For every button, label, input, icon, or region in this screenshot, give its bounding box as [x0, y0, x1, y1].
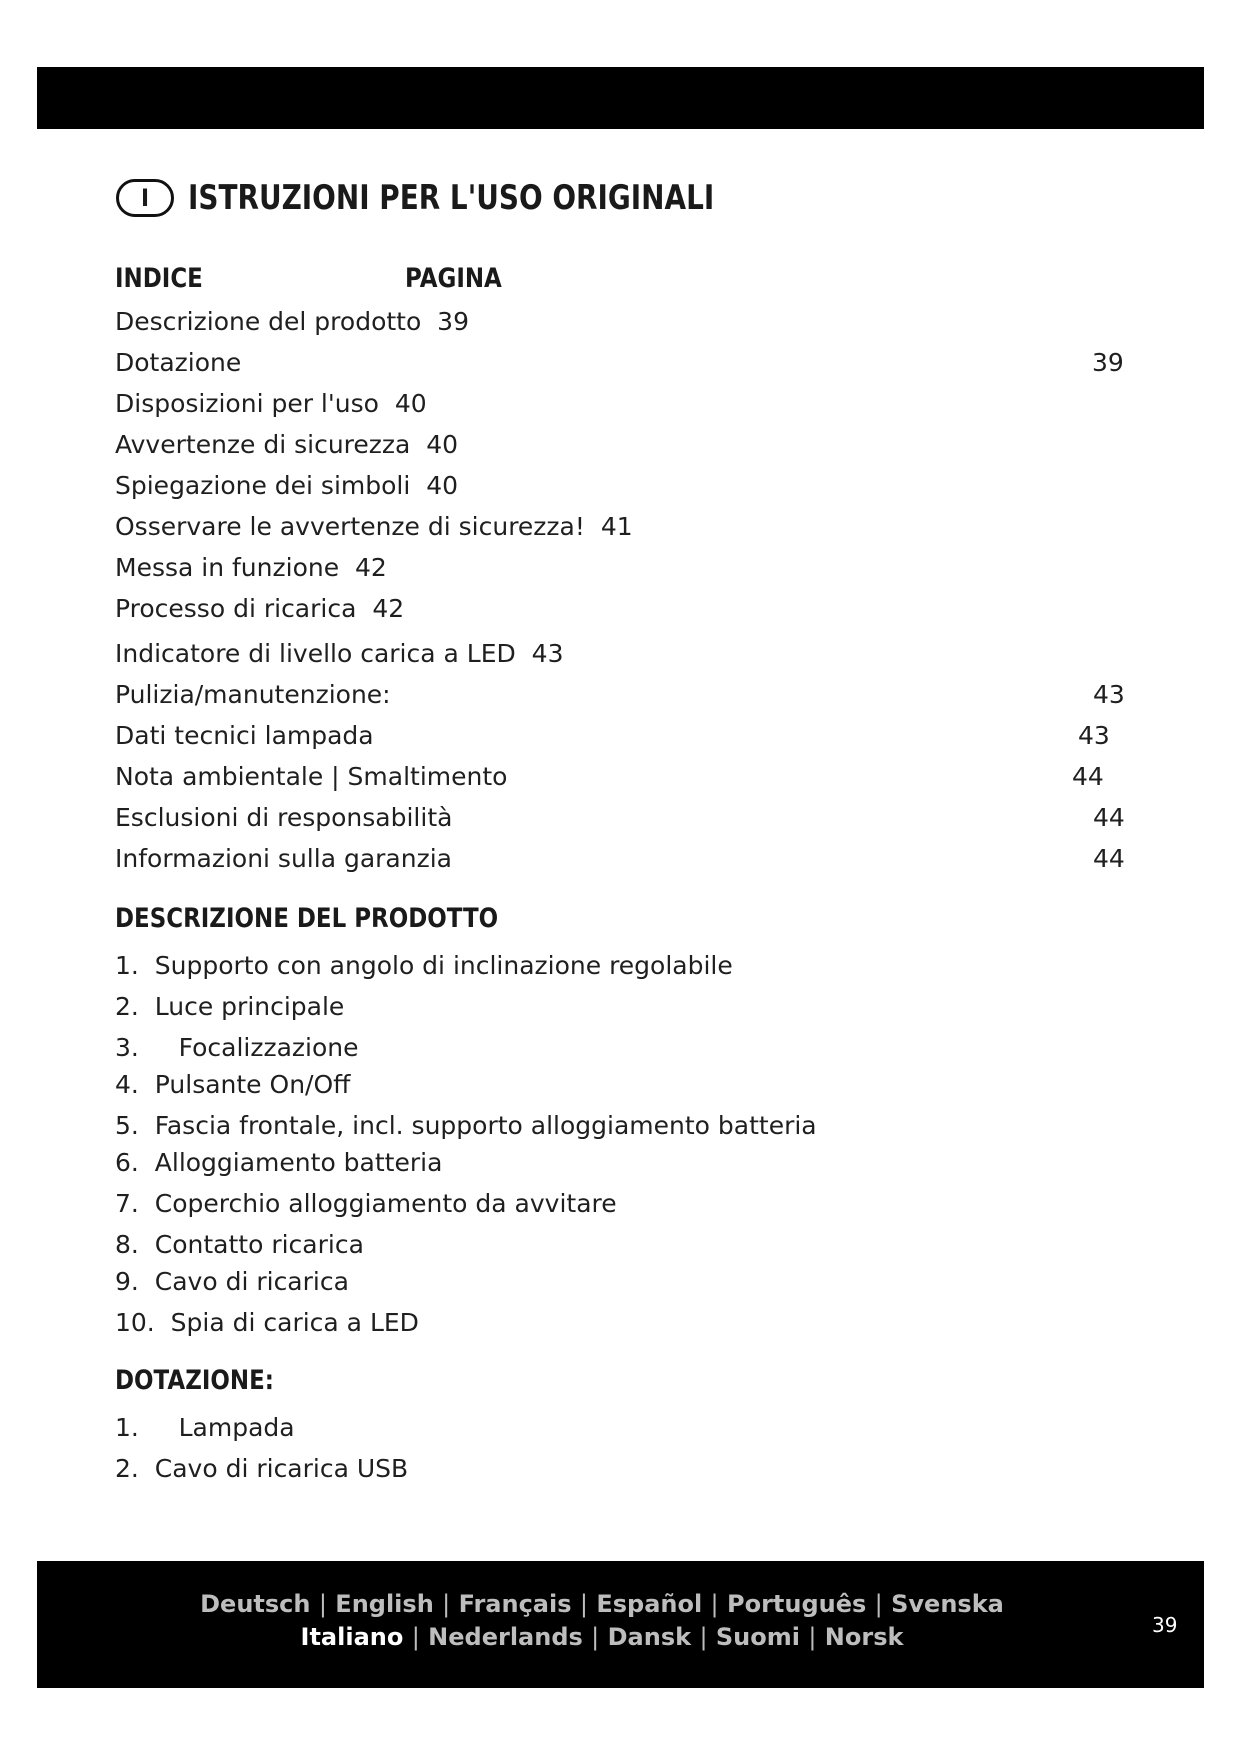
toc-item: Osservare le avvertenze di sicurezza! 41	[115, 512, 633, 541]
language-link[interactable]: Deutsch	[200, 1590, 311, 1618]
list-item: 6. Alloggiamento batteria	[115, 1148, 443, 1177]
toc-page: 43	[1093, 680, 1125, 709]
toc-heading-index: INDICE	[115, 263, 203, 294]
language-link[interactable]: English	[335, 1590, 434, 1618]
list-item: 10. Spia di carica a LED	[115, 1308, 419, 1337]
document-title: ISTRUZIONI PER L'USO ORIGINALI	[188, 178, 715, 218]
toc-page: 44	[1093, 844, 1125, 873]
toc-item: Nota ambientale | Smaltimento	[115, 762, 508, 791]
toc-item: Indicatore di livello carica a LED 43	[115, 639, 564, 668]
page-number: 39	[1152, 1613, 1178, 1637]
section-heading-supply: DOTAZIONE:	[115, 1365, 274, 1396]
list-item: 4. Pulsante On/Off	[115, 1070, 351, 1099]
list-item: 5. Fascia frontale, incl. supporto alloggiamento batteria	[115, 1111, 817, 1140]
language-line-2: Italiano | Nederlands | Dansk | Suomi | Norsk	[300, 1623, 904, 1651]
toc-page: 43	[1078, 721, 1110, 750]
language-link[interactable]: Norsk	[824, 1623, 904, 1651]
list-item: 3. Focalizzazione	[115, 1033, 359, 1062]
list-item: 1. Lampada	[115, 1413, 295, 1442]
list-item: 7. Coperchio alloggiamento da avvitare	[115, 1189, 617, 1218]
list-item: 9. Cavo di ricarica	[115, 1267, 349, 1296]
toc-item: Messa in funzione 42	[115, 553, 387, 582]
toc-page: 44	[1072, 762, 1104, 791]
toc-item: Avvertenze di sicurezza 40	[115, 430, 459, 459]
toc-item: Dotazione	[115, 348, 242, 377]
current-language: Italiano	[300, 1623, 404, 1651]
list-item: 2. Luce principale	[115, 992, 345, 1021]
title-row	[116, 178, 830, 218]
language-index	[37, 1588, 1167, 1654]
toc-item: Dati tecnici lampada	[115, 721, 374, 750]
header-bar	[37, 67, 1204, 129]
list-item: 1. Supporto con angolo di inclinazione regolabile	[115, 951, 733, 980]
language-link[interactable]: Français	[458, 1590, 572, 1618]
toc-item: Disposizioni per l'uso 40	[115, 389, 427, 418]
toc-item: Pulizia/manutenzione:	[115, 680, 391, 709]
toc-item: Processo di ricarica 42	[115, 594, 405, 623]
section-heading-product-description: DESCRIZIONE DEL PRODOTTO	[115, 903, 499, 934]
language-link[interactable]: Nederlands	[428, 1623, 583, 1651]
language-badge: I	[116, 179, 174, 217]
toc-item: Esclusioni di responsabilità	[115, 803, 453, 832]
language-link[interactable]: Español	[596, 1590, 703, 1618]
language-link[interactable]: Português	[727, 1590, 867, 1618]
toc-item: Spiegazione dei simboli 40	[115, 471, 459, 500]
list-item: 2. Cavo di ricarica USB	[115, 1454, 409, 1483]
toc-item: Descrizione del prodotto 39	[115, 307, 469, 336]
toc-page: 39	[1092, 348, 1124, 377]
language-link[interactable]: Dansk	[607, 1623, 692, 1651]
toc-item: Informazioni sulla garanzia	[115, 844, 452, 873]
language-line-1: Deutsch | English | Français | Español | Português | Svenska	[200, 1590, 1004, 1618]
language-link[interactable]: Suomi	[715, 1623, 800, 1651]
list-item: 8. Contatto ricarica	[115, 1230, 364, 1259]
toc-heading-page: PAGINA	[405, 263, 502, 294]
language-link[interactable]: Svenska	[891, 1590, 1004, 1618]
toc-page: 44	[1093, 803, 1125, 832]
